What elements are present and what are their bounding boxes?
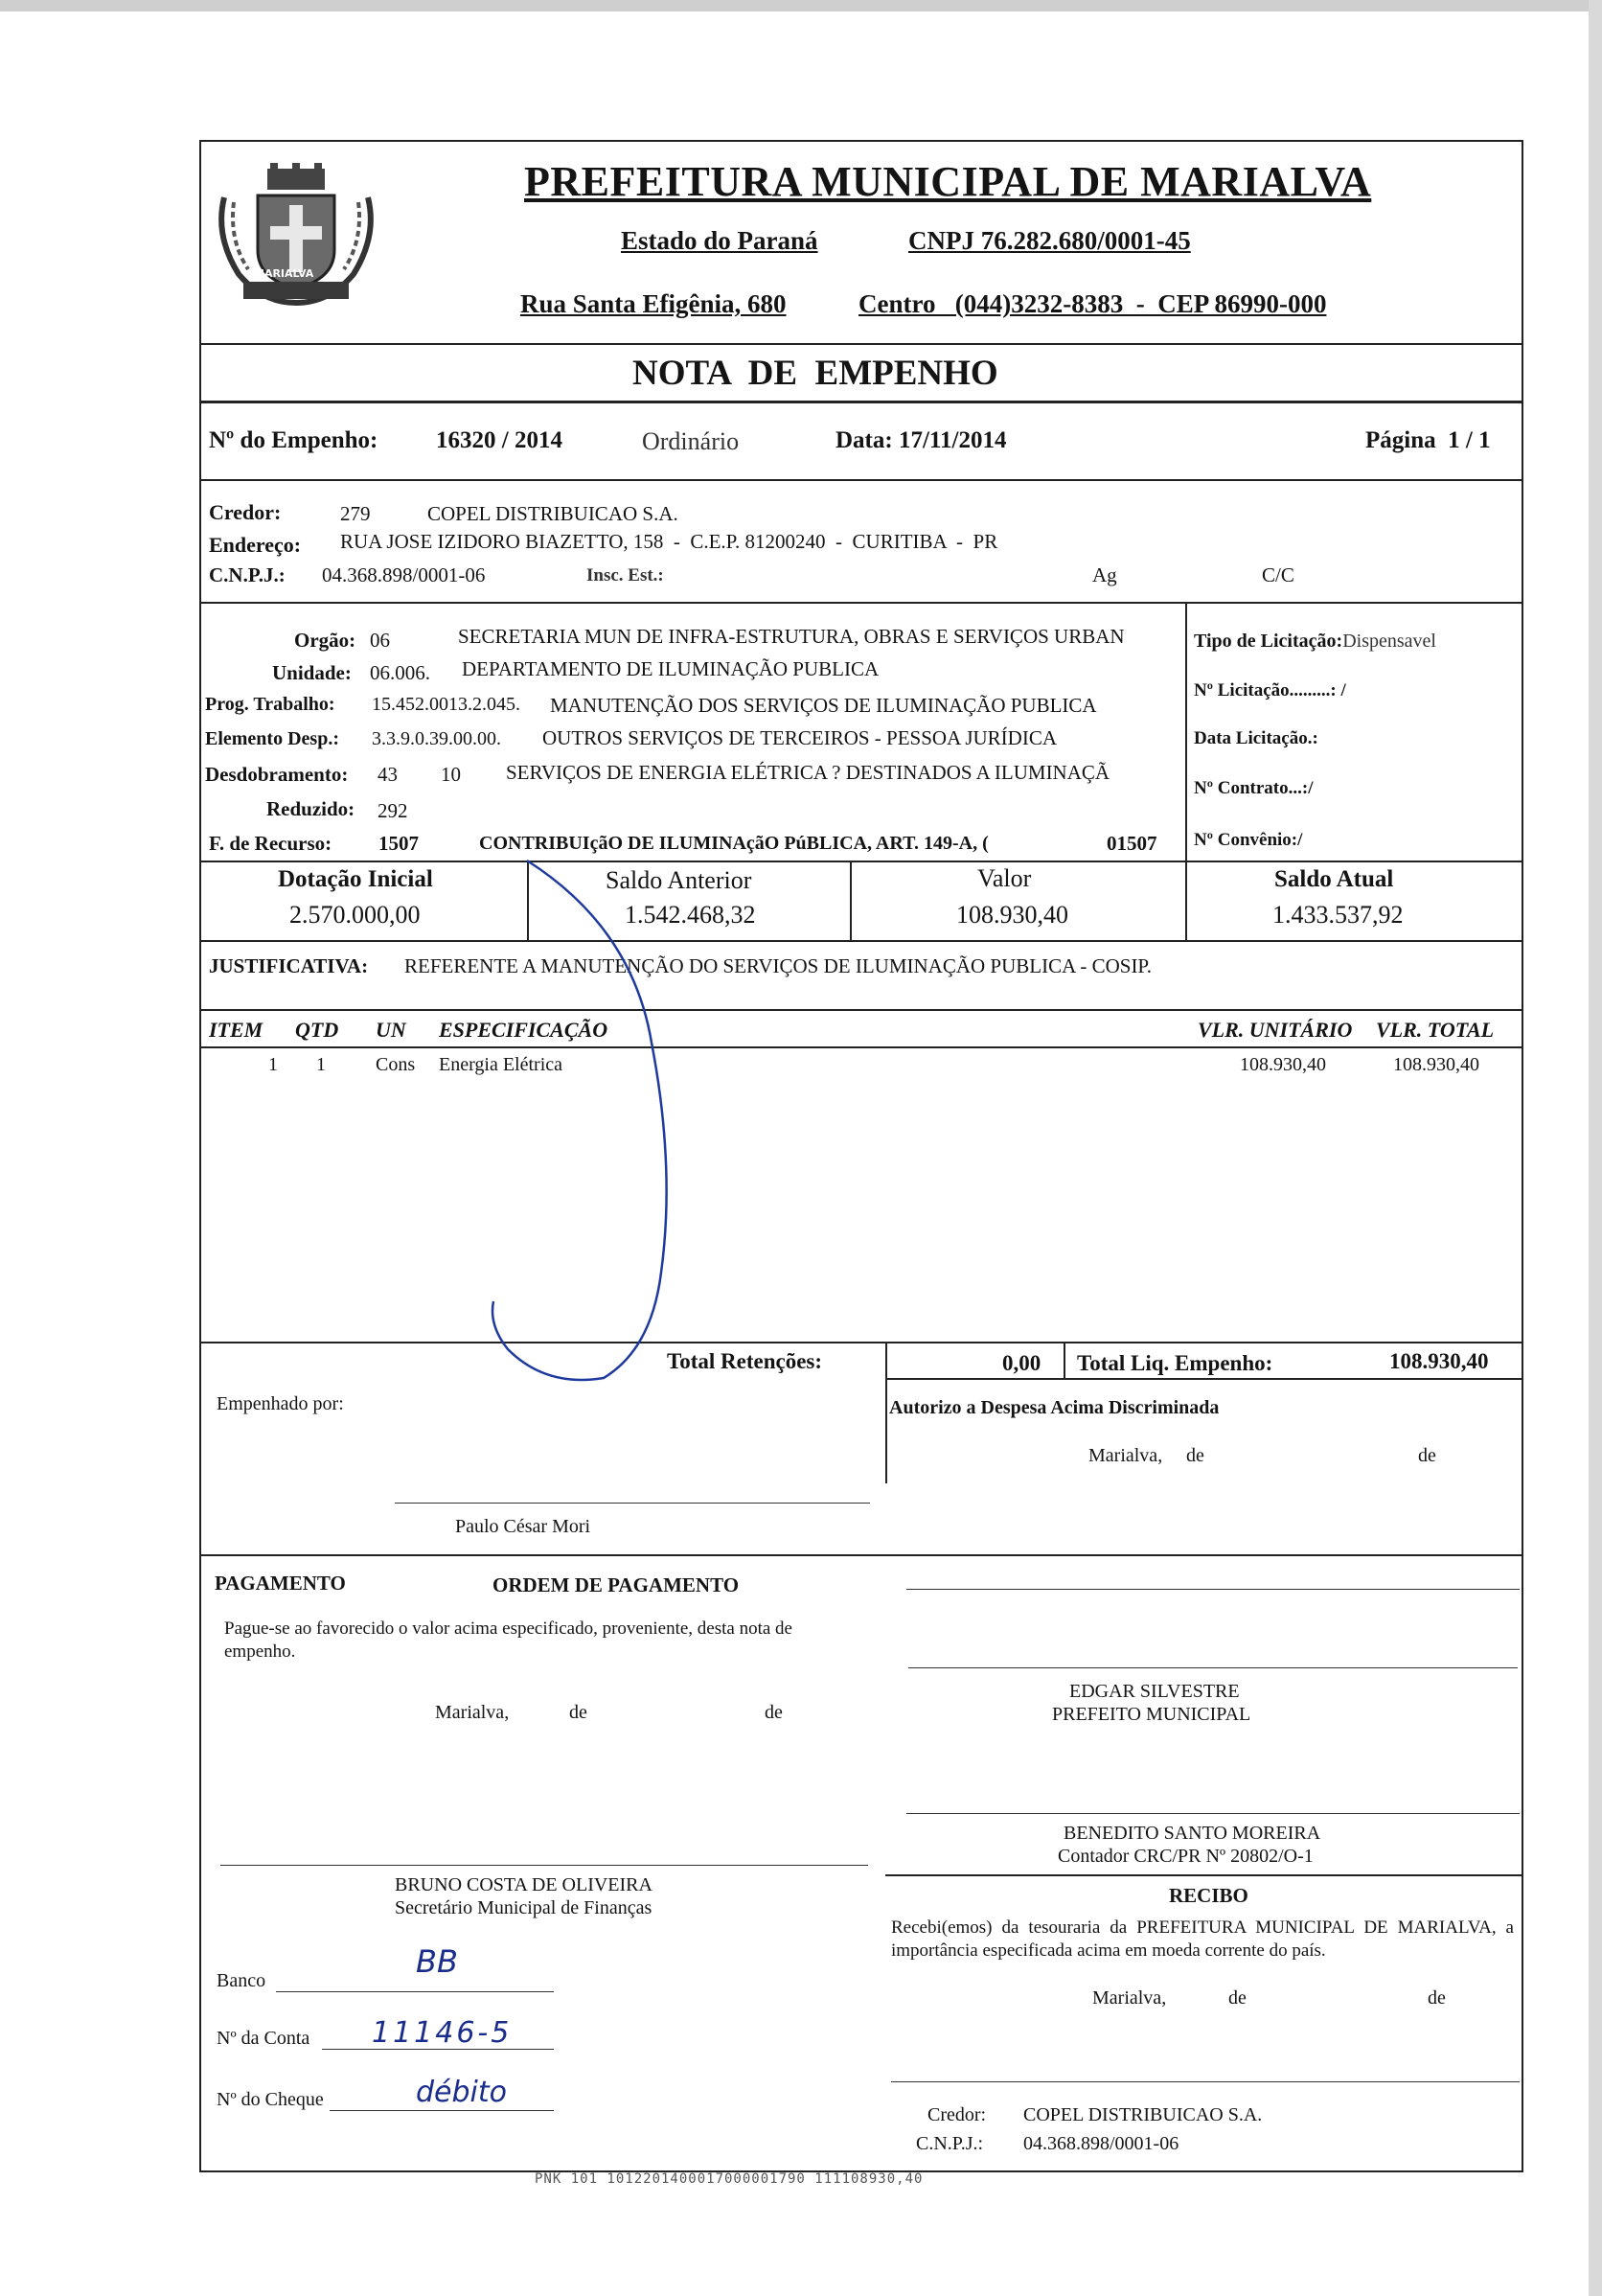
cnpj-label: C.N.P.J.: [209, 563, 286, 586]
scan-edge-top [0, 0, 1602, 11]
elemento-label: Elemento Desp.: [205, 728, 339, 749]
items-col-qtd: QTD [295, 1018, 339, 1042]
justificativa-label: JUSTIFICATIVA: [209, 954, 369, 977]
conta-handwritten: 11146-5 [372, 2016, 513, 2050]
recibo-de-2: de [1428, 1987, 1446, 2009]
desdobramento-name: SERVIÇOS DE ENERGIA ELÉTRICA ? DESTINADOS A ILUMINAÇÃ [506, 761, 1110, 784]
recibo-cnpj-label: C.N.P.J.: [916, 2133, 984, 2154]
prog-trabalho-code: 15.452.0013.2.045. [372, 694, 520, 715]
contrato-number: Nº Contrato...:/ [1194, 778, 1314, 798]
recurso-name: CONTRIBUIçãO DE ILUMINAçãO PúBLICA, ART. 149-A, ( [479, 833, 989, 854]
contador-cargo: Contador CRC/PR Nº 20802/O-1 [1058, 1846, 1314, 1867]
coat-of-arms-banner: MARIALVA [254, 267, 314, 280]
empenho-label: Nº do Empenho: [209, 427, 378, 453]
pagamento-de-2: de [765, 1702, 783, 1723]
saldo-anterior-label: Saldo Anterior [606, 866, 752, 894]
cheque-handwritten: débito [416, 2076, 507, 2109]
recibo-de-1: de [1228, 1987, 1247, 2009]
dotacao-value: 2.570.000,00 [289, 901, 421, 929]
recibo-text: Recebi(emos) da tesouraria da PREFEITURA MUNICIPAL DE MARIALVA, a importância especificada acima em moeda corrente do país. [891, 1917, 1514, 1961]
endereco-label: Endereço: [209, 533, 302, 557]
agency-label: Ag [1092, 563, 1117, 586]
unidade-label: Unidade: [272, 661, 352, 684]
secretario-nome: BRUNO COSTA DE OLIVEIRA [395, 1874, 652, 1895]
licitacao-type-value: Dispensavel [1342, 631, 1436, 652]
elemento-code: 3.3.9.0.39.00.00. [372, 728, 501, 749]
licitacao-date: Data Licitação.: [1194, 728, 1318, 748]
retencoes-label: Total Retenções: [667, 1349, 823, 1373]
banco-label: Banco [217, 1970, 266, 1991]
dotacao-label: Dotação Inicial [278, 866, 433, 892]
pague-se-text: Pague-se ao favorecido o valor acima especificado, proveniente, desta nota de empenho. [224, 1619, 792, 1662]
total-liq-value: 108.930,40 [1389, 1349, 1489, 1373]
orgao-code: 06 [370, 629, 390, 652]
recibo-title: RECIBO [1169, 1884, 1248, 1907]
licitacao-number: Nº Licitação.........: / [1194, 680, 1346, 700]
document-title: NOTA DE EMPENHO [632, 354, 998, 393]
desdobramento-code2: 10 [441, 763, 461, 786]
item-row-especificacao: Energia Elétrica [439, 1054, 563, 1075]
empenho-date: Data: 17/11/2014 [835, 427, 1007, 453]
elemento-name: OUTROS SERVIÇOS DE TERCEIROS - PESSOA JURÍDICA [542, 726, 1058, 749]
pagamento-label: PAGAMENTO [215, 1572, 346, 1595]
empenho-number: 16320 / 2014 [436, 427, 562, 453]
unidade-name: DEPARTAMENTO DE ILUMINAÇÃO PUBLICA [462, 657, 880, 680]
credor-label: Credor: [209, 500, 282, 524]
items-col-vlr-unitario: VLR. UNITÁRIO [1198, 1018, 1353, 1042]
cheque-label: Nº do Cheque [217, 2089, 324, 2110]
desdobramento-label: Desdobramento: [205, 763, 349, 786]
items-col-item: ITEM [209, 1018, 263, 1042]
address-contact: Centro (044)3232-8383 - CEP 86990-000 [858, 289, 1327, 318]
recurso-code2: 01507 [1107, 832, 1157, 855]
empenho-type: Ordinário [642, 427, 740, 455]
reduzido-label: Reduzido: [266, 797, 355, 820]
recibo-cnpj-value: 04.368.898/0001-06 [1023, 2133, 1179, 2154]
footer-barcode-text: PNK 101 1012201400017000001790 111108930,40 [535, 2171, 924, 2187]
total-liq-label: Total Liq. Empenho: [1077, 1351, 1273, 1375]
items-col-vlr-total: VLR. TOTAL [1376, 1018, 1495, 1042]
retencoes-value: 0,00 [1002, 1351, 1041, 1375]
item-row-item: 1 [268, 1054, 278, 1075]
pagamento-de-1: de [569, 1702, 587, 1723]
contador-nome: BENEDITO SANTO MOREIRA [1064, 1823, 1321, 1844]
recibo-credor-label: Credor: [927, 2104, 987, 2125]
recurso-code: 1507 [378, 832, 419, 855]
item-row-un: Cons [376, 1054, 416, 1075]
prog-trabalho-label: Prog. Trabalho: [205, 694, 335, 715]
item-row-qtd: 1 [316, 1054, 326, 1075]
municipality-title: PREFEITURA MUNICIPAL DE MARIALVA [524, 158, 1372, 205]
ordem-pagamento-label: ORDEM DE PAGAMENTO [492, 1573, 740, 1596]
prefeito-nome: EDGAR SILVESTRE [1069, 1681, 1240, 1702]
empenhado-nome: Paulo César Mori [455, 1516, 591, 1537]
convenio-number: Nº Convênio:/ [1194, 830, 1303, 850]
pagamento-place: Marialva, [435, 1702, 510, 1723]
autorizo-place: Marialva, [1088, 1445, 1163, 1466]
reduzido-value: 292 [378, 799, 408, 822]
saldo-atual-label: Saldo Atual [1274, 866, 1394, 892]
nota-de-empenho-form [199, 140, 1523, 2172]
insc-est-label: Insc. Est.: [586, 565, 664, 585]
valor-label: Valor [977, 864, 1032, 892]
recibo-place: Marialva, [1092, 1987, 1167, 2009]
state-name: Estado do Paraná [621, 226, 818, 255]
orgao-label: Orgão: [294, 629, 356, 652]
municipality-cnpj: CNPJ 76.282.680/0001-45 [908, 226, 1191, 255]
signature-stroke-icon [469, 851, 872, 1426]
prefeito-cargo: PREFEITO MUNICIPAL [1052, 1704, 1251, 1725]
credor-code: 279 [340, 502, 371, 525]
valor-value: 108.930,40 [956, 901, 1068, 929]
item-row-vlr-total: 108.930,40 [1393, 1054, 1479, 1075]
street-address: Rua Santa Efigênia, 680 [520, 289, 787, 318]
coat-of-arms-icon [205, 159, 387, 312]
page-number: Página 1 / 1 [1365, 427, 1491, 453]
banco-handwritten: BB [416, 1943, 458, 1980]
justificativa-text: REFERENTE A MANUTENÇÃO DO SERVIÇOS DE ILUMINAÇÃO PUBLICA - COSIP. [404, 954, 1153, 977]
cnpj-value: 04.368.898/0001-06 [322, 563, 486, 586]
account-label: C/C [1262, 563, 1294, 586]
secretario-cargo: Secretário Municipal de Finanças [395, 1897, 652, 1918]
recibo-credor-value: COPEL DISTRIBUICAO S.A. [1023, 2104, 1263, 2125]
unidade-code: 06.006. [370, 661, 430, 684]
orgao-name: SECRETARIA MUN DE INFRA-ESTRUTURA, OBRAS E SERVIÇOS URBAN [458, 625, 1125, 648]
licitacao-type-label: Tipo de Licitação: [1194, 631, 1343, 652]
credor-name: COPEL DISTRIBUICAO S.A. [427, 502, 678, 525]
items-col-un: UN [376, 1018, 406, 1042]
items-col-especificacao: ESPECIFICAÇÃO [439, 1018, 608, 1042]
empenhado-por-label: Empenhado por: [217, 1393, 344, 1414]
endereco-value: RUA JOSE IZIDORO BIAZETTO, 158 - C.E.P. 81200240 - CURITIBA - PR [340, 530, 998, 553]
desdobramento-code: 43 [378, 763, 398, 786]
recurso-label: F. de Recurso: [209, 832, 332, 855]
scan-edge-right [1589, 0, 1602, 2296]
autorizo-de-1: de [1186, 1445, 1204, 1466]
item-row-vlr-unitario: 108.930,40 [1240, 1054, 1326, 1075]
conta-label: Nº da Conta [217, 2028, 310, 2049]
autorizo-text: Autorizo a Despesa Acima Discriminada [889, 1397, 1220, 1418]
saldo-anterior-value: 1.542.468,32 [625, 901, 756, 929]
autorizo-de-2: de [1418, 1445, 1436, 1466]
prog-trabalho-name: MANUTENÇÃO DOS SERVIÇOS DE ILUMINAÇÃO PUBLICA [550, 694, 1097, 717]
saldo-atual-value: 1.433.537,92 [1272, 901, 1404, 929]
